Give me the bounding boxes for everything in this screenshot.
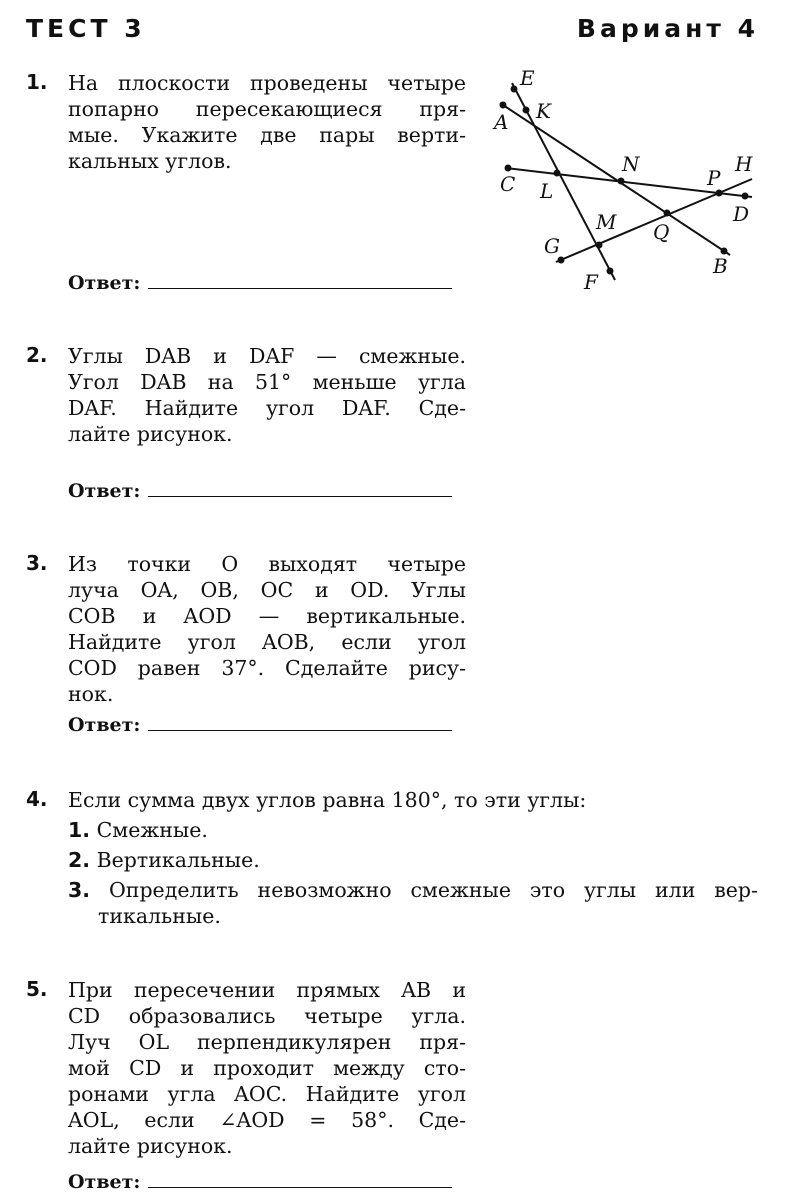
answer-line[interactable]	[148, 718, 452, 731]
question-number: 5.	[26, 977, 48, 1001]
point-E	[511, 86, 518, 93]
answer-label: Ответ:	[68, 480, 141, 502]
label-Q: Q	[653, 220, 670, 244]
option-2[interactable]	[68, 847, 260, 873]
text-line: лайте рисунок.	[68, 422, 233, 446]
question-text	[68, 551, 466, 707]
label-A: A	[494, 110, 509, 134]
option-text-cont: тикальные.	[98, 904, 221, 928]
question-text	[68, 977, 466, 1159]
label-G: G	[544, 234, 560, 258]
answer-line[interactable]	[148, 276, 452, 289]
question-text: Если сумма двух углов равна 180°, то эти углы:	[68, 788, 587, 812]
answer-field[interactable]	[68, 480, 452, 502]
point-F	[607, 268, 614, 275]
text-line: Угол DAB на 51° меньше угла	[68, 370, 466, 394]
answer-field[interactable]	[68, 272, 452, 294]
option-text: Определить невозможно смежные это углы или вер-	[108, 878, 758, 902]
text-line: попарно пересекающиеся пря-	[68, 97, 466, 121]
answer-label: Ответ:	[68, 714, 141, 736]
text-line: COB и AOD — вертикальные.	[68, 604, 466, 628]
text-line: На плоскости проведены четыре	[68, 71, 466, 95]
answer-field[interactable]	[68, 1171, 452, 1193]
label-K: K	[536, 99, 551, 123]
text-line: Углы DAB и DAF — смежные.	[68, 344, 466, 368]
text-line: мые. Укажите две пары верти-	[68, 123, 466, 147]
text-line: мой CD и проходит между сто-	[68, 1056, 466, 1080]
point-L	[554, 170, 561, 177]
point-P	[716, 190, 723, 197]
answer-line[interactable]	[148, 1175, 452, 1188]
label-N: N	[622, 152, 640, 176]
label-P: P	[707, 166, 721, 190]
test-title: ТЕСТ 3	[26, 14, 146, 43]
answer-label: Ответ:	[68, 272, 141, 294]
text-line: Луч OL перпендикулярен пря-	[68, 1030, 466, 1054]
point-M	[596, 242, 603, 249]
option-number: 3.	[68, 878, 91, 902]
question-number: 2.	[26, 343, 48, 367]
option-number: 1.	[68, 818, 91, 842]
text-line: ронами угла AOC. Найдите угол	[68, 1082, 466, 1106]
question-number: 3.	[26, 551, 48, 575]
question-2	[26, 343, 466, 513]
point-N	[618, 178, 625, 185]
question-1	[26, 70, 466, 300]
option-number: 2.	[68, 848, 91, 872]
question-text	[68, 343, 466, 447]
question-3	[26, 551, 466, 751]
question-text	[68, 70, 466, 174]
question-number: 1.	[26, 70, 48, 94]
question-number: 4.	[26, 787, 48, 811]
text-line: Из точки O выходят четыре	[68, 552, 466, 576]
text-line: кальных углов.	[68, 149, 232, 173]
text-line: AOL, если ∠AOD = 58°. Сде-	[68, 1108, 466, 1132]
text-line: Найдите угол AOB, если угол	[68, 630, 466, 654]
point-D	[742, 193, 749, 200]
label-M: M	[596, 210, 617, 234]
answer-line[interactable]	[148, 484, 452, 497]
text-line: нок.	[68, 682, 114, 706]
question-5	[26, 977, 466, 1197]
text-line: COD равен 37°. Сделайте рису-	[68, 656, 466, 680]
label-L: L	[540, 179, 554, 203]
text-line: лайте рисунок.	[68, 1134, 233, 1158]
option-3[interactable]	[68, 877, 758, 929]
point-Q	[664, 210, 671, 217]
text-line: DAF. Найдите угол DAF. Сде-	[68, 396, 466, 420]
option-1[interactable]	[68, 817, 208, 843]
point-A	[500, 102, 507, 109]
label-H: H	[735, 152, 753, 176]
point-K	[523, 107, 530, 114]
point-C	[505, 165, 512, 172]
answer-label: Ответ:	[68, 1171, 141, 1193]
label-B: B	[713, 254, 728, 278]
label-D: D	[733, 202, 750, 226]
variant-label: Вариант 4	[576, 14, 759, 43]
option-text: Вертикальные.	[96, 848, 260, 872]
text-line: луча OA, OB, OC и OD. Углы	[68, 578, 466, 602]
text-line: CD образовались четыре угла.	[68, 1004, 466, 1028]
label-E: E	[520, 66, 535, 90]
label-C: C	[500, 172, 516, 196]
option-text: Смежные.	[96, 818, 208, 842]
label-F: F	[584, 270, 598, 294]
lines-figure	[490, 65, 770, 295]
text-line: При пересечении прямых AB и	[68, 978, 466, 1002]
question-4	[26, 787, 766, 937]
answer-field[interactable]	[68, 714, 452, 736]
